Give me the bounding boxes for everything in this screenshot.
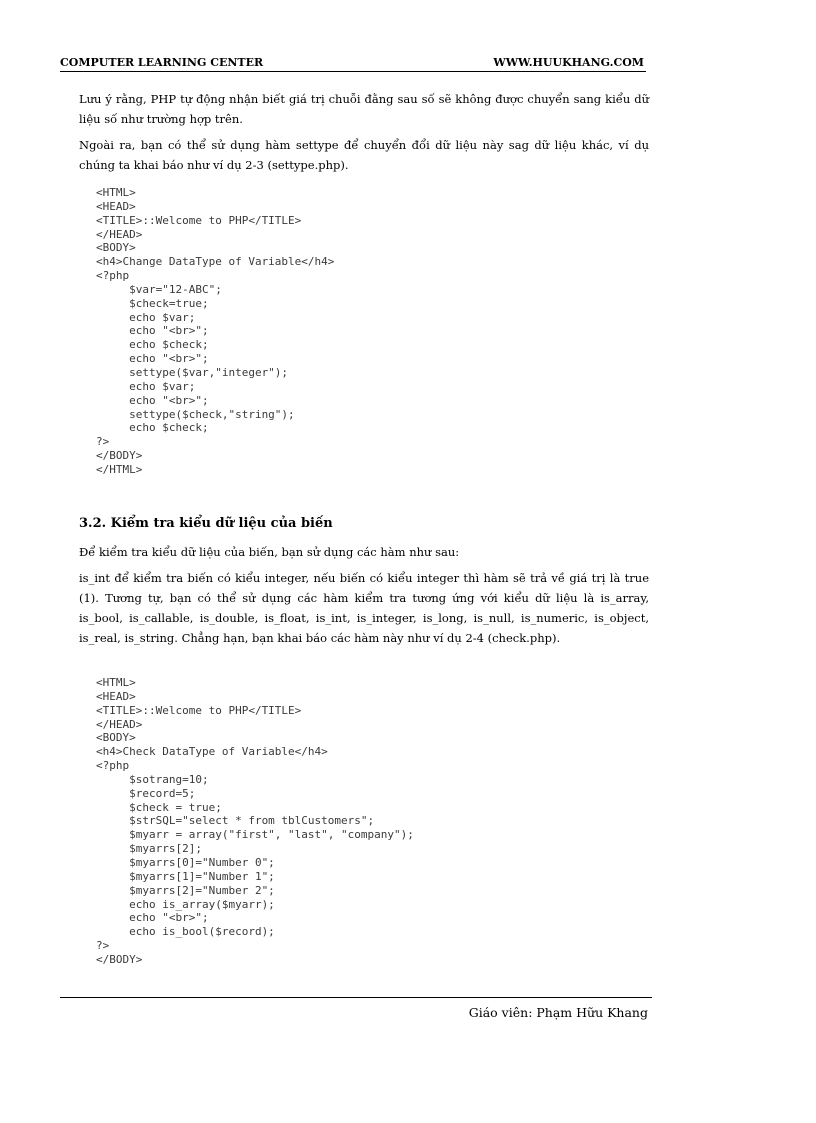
footer-divider xyxy=(60,997,652,998)
code-block-check: <HTML> <HEAD> <TITLE>::Welcome to PHP</TITLE> </HEAD> <BODY> <h4>Check DataType of Variable</h4> <?php $sotrang=10; $record=5; $check = true; $strSQL="select * from tblCustomers"; $myarr = array("first", "last", "company"); $myarrs[2]; $myarrs[0]="Number 0"; $myarrs[1]="Number 1"; $myarrs[2]="Number 2"; echo is_array($myarr); echo "<br>"; echo is_bool($record); ?> </BODY> xyxy=(96,676,414,966)
paragraph-4: is_int để kiểm tra biến có kiểu integer, nếu biến có kiểu integer thì hàm sẽ trả về giá trị là true (1). Tương tự, bạn có thể sử dụng các hàm kiểm tra tương ứng với kiểu dữ liệu là is_array, is_bool, is_callable, is_double, is_float, is_int, is_integer, is_long, is_null, is_numeric, is_object, is_real, is_string. Chẳng hạn, bạn khai báo các hàm này như ví dụ 2-4 (check.php). xyxy=(79,571,649,645)
paragraph-1: Lưu ý rằng, PHP tự động nhận biết giá trị chuỗi đằng sau số sẽ không được chuyển sang kiểu dữ liệu số như trường hợp trên. xyxy=(79,92,649,126)
page-header xyxy=(60,56,644,72)
header-divider xyxy=(60,71,646,72)
header-left-text: COMPUTER LEARNING CENTER xyxy=(60,56,264,69)
header-right-text: WWW.HUUKHANG.COM xyxy=(493,56,644,69)
footer-text: Giáo viên: Phạm Hữu Khang xyxy=(468,1005,648,1020)
paragraph-2: Ngoài ra, bạn có thể sử dụng hàm settype để chuyển đổi dữ liệu này sag dữ liệu khác, ví dụ chúng ta khai báo như ví dụ 2-3 (settype.php). xyxy=(79,138,649,172)
code-block-settype: <HTML> <HEAD> <TITLE>::Welcome to PHP</TITLE> </HEAD> <BODY> <h4>Change DataType of Variable</h4> <?php $var="12-ABC"; $check=true; echo $var; echo "<br>"; echo $check; echo "<br>"; settype($var,"integer"); echo $var; echo "<br>"; settype($check,"string"); echo $check; ?> </BODY> </HTML> xyxy=(96,186,335,476)
section-title: 3.2. Kiểm tra kiểu dữ liệu của biến xyxy=(79,516,333,531)
paragraph-3: Để kiểm tra kiểu dữ liệu của biến, bạn sử dụng các hàm như sau: xyxy=(79,545,460,559)
